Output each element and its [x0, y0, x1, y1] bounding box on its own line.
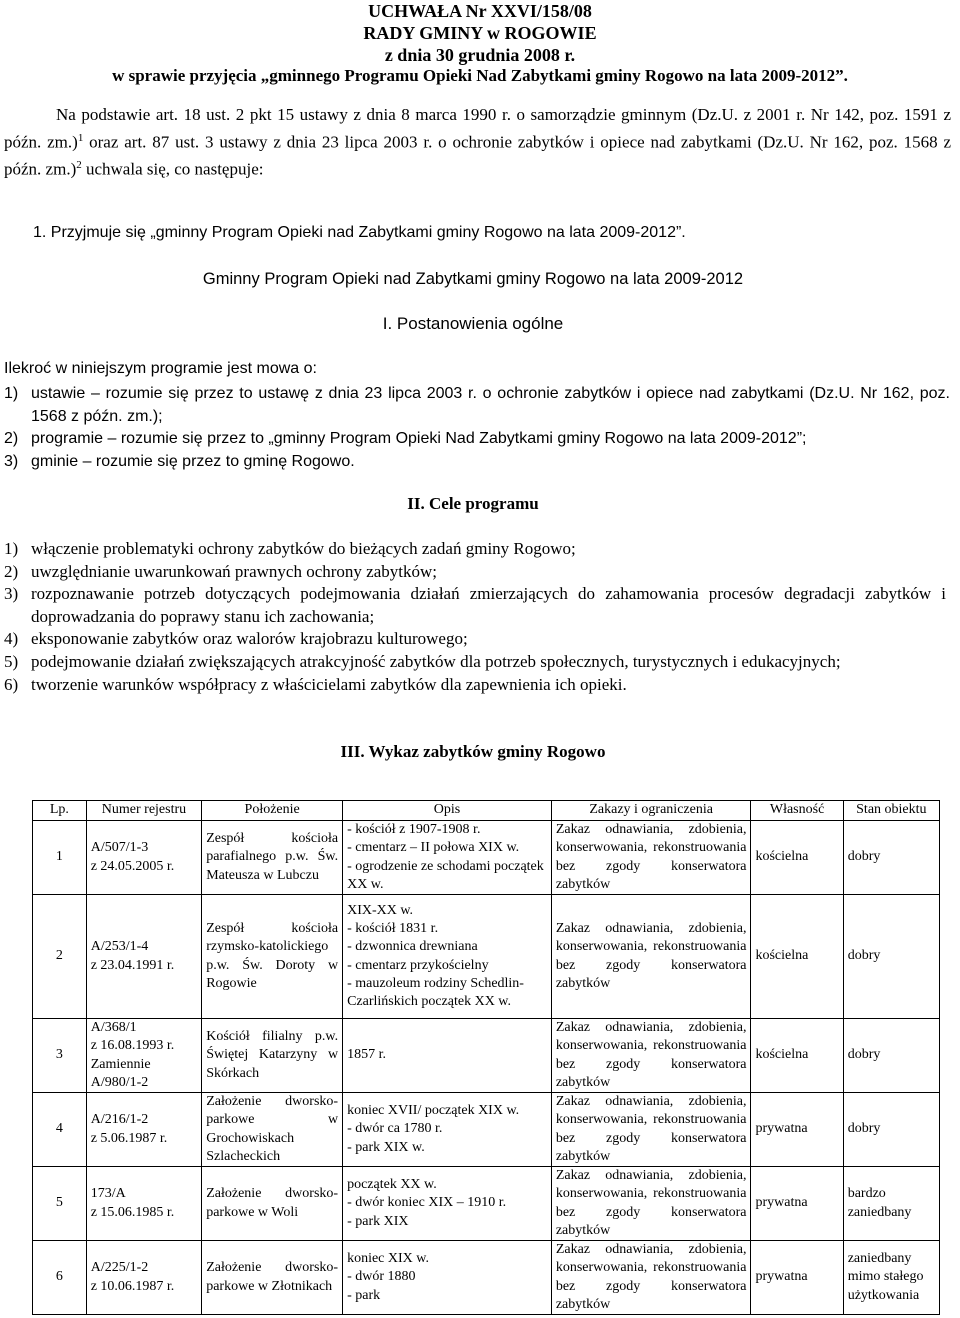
cell-register: A/368/1 z 16.08.1993 r. Zamiennie A/980/1-2: [86, 1019, 202, 1093]
list-item-number: 4): [4, 629, 19, 649]
cell-location: Kościół filialny p.w. Świętej Katarzyny w Skórkach: [202, 1019, 343, 1093]
cell-restrictions: Zakaz odnawiania, zdobienia, konserwowania, rekonstruowania bez zgody konserwatora zabytków: [551, 895, 751, 1019]
resolution-subject: w sprawie przyjęcia „gminnego Programu Opieki Nad Zabytkami gminy Rogowo na lata 2009-2012”.: [112, 66, 848, 85]
table-row: [33, 1019, 940, 1093]
list-item-number: 3): [4, 584, 19, 604]
cell-lp: 3: [33, 1019, 87, 1093]
cell-ownership: kościelna: [751, 1019, 843, 1093]
cell-lp: 1: [33, 821, 87, 895]
list-item: [4, 428, 950, 451]
section-1-intro: Ilekroć w niniejszym programie jest mowa o:: [4, 360, 317, 377]
list-item-text: uwzględnianie uwarunkowań prawnych ochrony zabytków;: [31, 561, 437, 581]
list-item-number: 5): [4, 651, 19, 671]
column-header-location: Położenie: [202, 801, 343, 821]
list-item-text: rozpoznawanie potrzeb dotyczących podejmowania działań zmierzających do zahamowania procesów degradacji zabytków i doprowadzania do poprawy stanu ich zachowania;: [31, 584, 946, 626]
table-row: [33, 1167, 940, 1241]
list-item: [4, 561, 946, 584]
section-1-title: I. Postanowienia ogólne: [382, 314, 564, 333]
list-item: [4, 538, 946, 561]
cell-description: koniec XIX w. - dwór 1880 - park: [343, 1241, 552, 1315]
cell-register: 173/A z 15.06.1985 r.: [86, 1167, 202, 1241]
cell-ownership: prywatna: [751, 1093, 843, 1167]
section-3-title: III. Wykaz zabytków gminy Rogowo: [340, 742, 606, 761]
table-row: [33, 821, 940, 895]
council-name: RADY GMINY w ROGOWIE: [363, 23, 597, 43]
list-item: [4, 583, 946, 628]
resolution-header: [0, 0, 960, 66]
list-item: [4, 674, 946, 697]
list-item: [4, 383, 950, 428]
list-item-text: ustawie – rozumie się przez to ustawę z dnia 23 lipca 2003 r. o ochronie zabytków i opiece nad zabytkami (Dz.U. Nr 162, poz. 1568 z późn. zm.);: [31, 385, 950, 425]
column-header-lp: Lp.: [33, 801, 87, 821]
list-item: [4, 451, 950, 474]
goals-list: [4, 538, 946, 696]
cell-description: XIX-XX w. - kościół 1831 r. - dzwonnica drewniana - cmentarz przykościelny - mauzoleum rodziny Schedlin-Czarlińskich początek XX w.: [343, 895, 552, 1019]
cell-lp: 6: [33, 1241, 87, 1315]
cell-ownership: prywatna: [751, 1241, 843, 1315]
table-row: [33, 895, 940, 1019]
column-header-register: Numer rejestru: [86, 801, 202, 821]
list-item-number: 1): [4, 539, 19, 558]
cell-lp: 4: [33, 1093, 87, 1167]
column-header-restrictions: Zakazy i ograniczenia: [551, 801, 751, 821]
cell-description: koniec XVII/ początek XIX w. - dwór ca 1780 r. - park XIX w.: [343, 1093, 552, 1167]
cell-location: Założenie dworsko-parkowe w Grochowiskach Szlacheckich: [202, 1093, 343, 1167]
resolution-number: UCHWAŁA Nr XXVI/158/08: [368, 1, 592, 21]
cell-ownership: kościelna: [751, 895, 843, 1019]
table-row: [33, 1093, 940, 1167]
legal-basis-part3: uchwala się, co następuje:: [81, 159, 264, 179]
program-title: Gminny Program Opieki nad Zabytkami gminy Rogowo na lata 2009-2012: [202, 270, 744, 288]
cell-description: początek XX w. - dwór koniec XIX – 1910 r. - park XIX: [343, 1167, 552, 1241]
cell-restrictions: Zakaz odnawiania, zdobienia, konserwowania, rekonstruowania bez zgody konserwatora zabytków: [551, 821, 751, 895]
cell-ownership: kościelna: [751, 821, 843, 895]
cell-lp: 5: [33, 1167, 87, 1241]
cell-condition: bardzo zaniedbany: [843, 1167, 939, 1241]
cell-restrictions: Zakaz odnawiania, zdobienia, konserwowania, rekonstruowania bez zgody konserwatora zabytków: [551, 1241, 751, 1315]
paragraph-1: 1. Przyjmuje się „gminny Program Opieki nad Zabytkami gminy Rogowo na lata 2009-2012”.: [33, 224, 686, 241]
cell-location: Założenie dworsko-parkowe w Złotnikach: [202, 1241, 343, 1315]
cell-restrictions: Zakaz odnawiania, zdobienia, konserwowania, rekonstruowania bez zgody konserwatora zabytków: [551, 1019, 751, 1093]
cell-register: A/507/1-3 z 24.05.2005 r.: [86, 821, 202, 895]
column-header-condition: Stan obiektu: [843, 801, 939, 821]
monuments-table: [32, 800, 940, 1315]
list-item-number: 1): [4, 385, 19, 402]
list-item: [4, 651, 946, 674]
cell-restrictions: Zakaz odnawiania, zdobienia, konserwowania, rekonstruowania bez zgody konserwatora zabytków: [551, 1167, 751, 1241]
cell-register: A/225/1-2 z 10.06.1987 r.: [86, 1241, 202, 1315]
list-item-text: tworzenie warunków współpracy z właścicielami zabytków dla zapewnienia ich opieki.: [31, 674, 627, 694]
list-item-text: gminie – rozumie się przez to gminę Rogowo.: [31, 452, 355, 470]
cell-register: A/253/1-4 z 23.04.1991 r.: [86, 895, 202, 1019]
list-item-text: programie – rozumie się przez to „gminny Program Opieki Nad Zabytkami gminy Rogowo na lata 2009-2012”;: [31, 430, 807, 447]
section-2-title: II. Cele programu: [407, 494, 539, 513]
list-item-number: 6): [4, 674, 19, 694]
cell-location: Założenie dworsko-parkowe w Woli: [202, 1167, 343, 1241]
resolution-date: z dnia 30 grudnia 2008 r.: [384, 45, 576, 65]
list-item: [4, 628, 946, 651]
column-header-description: Opis: [343, 801, 552, 821]
cell-condition: dobry: [843, 821, 939, 895]
cell-condition: dobry: [843, 1019, 939, 1093]
table-row: [33, 1241, 940, 1315]
column-header-ownership: Własność: [751, 801, 843, 821]
cell-location: Zespół kościoła rzymsko-katolickiego p.w. Św. Doroty w Rogowie: [202, 895, 343, 1019]
legal-basis-part1: Na podstawie art. 18 ust. 2 pkt 15 ustawy z dnia 8 marca 1990 r. o samorządzie gminnym (Dz.U. z 2001 r. Nr 142, poz. 1591 z późn. zm.): [4, 105, 951, 152]
cell-condition: dobry: [843, 1093, 939, 1167]
cell-condition: dobry: [843, 895, 939, 1019]
cell-register: A/216/1-2 z 5.06.1987 r.: [86, 1093, 202, 1167]
cell-lp: 2: [33, 895, 87, 1019]
footnote-ref-1: 1: [77, 131, 84, 144]
cell-location: Zespół kościoła parafialnego p.w. Św. Mateusza w Lubczu: [202, 821, 343, 895]
cell-condition: zaniedbany mimo stałego użytkowania: [843, 1241, 939, 1315]
cell-description: - kościół z 1907-1908 r. - cmentarz – II połowa XIX w. - ogrodzenie ze schodami początek XX w.: [343, 821, 552, 895]
legal-basis-part2: oraz art. 87 ust. 3 ustawy z dnia 23 lipca 2003 r. o ochronie zabytków i opiece nad zabytkami (Dz.U. Nr 162, poz. 1568 z późn. zm.): [4, 132, 951, 179]
cell-restrictions: Zakaz odnawiania, zdobienia, konserwowania, rekonstruowania bez zgody konserwatora zabytków: [551, 1093, 751, 1167]
list-item-number: 3): [4, 452, 19, 470]
cell-description: 1857 r.: [343, 1019, 552, 1093]
list-item-text: włączenie problematyki ochrony zabytków do bieżących zadań gminy Rogowo;: [31, 539, 576, 558]
list-item-number: 2): [4, 430, 19, 447]
list-item-text: podejmowanie działań zwiększających atrakcyjność zabytków dla potrzeb społecznych, turystycznych i edukacyjnych;: [31, 651, 841, 671]
list-item-number: 2): [4, 561, 19, 581]
list-item-text: eksponowanie zabytków oraz walorów krajobrazu kulturowego;: [31, 629, 468, 649]
legal-basis: [4, 104, 951, 181]
cell-ownership: prywatna: [751, 1167, 843, 1241]
definitions-list: [4, 383, 950, 473]
table-header-row: [33, 801, 940, 821]
footnote-ref-2: 2: [76, 158, 82, 171]
